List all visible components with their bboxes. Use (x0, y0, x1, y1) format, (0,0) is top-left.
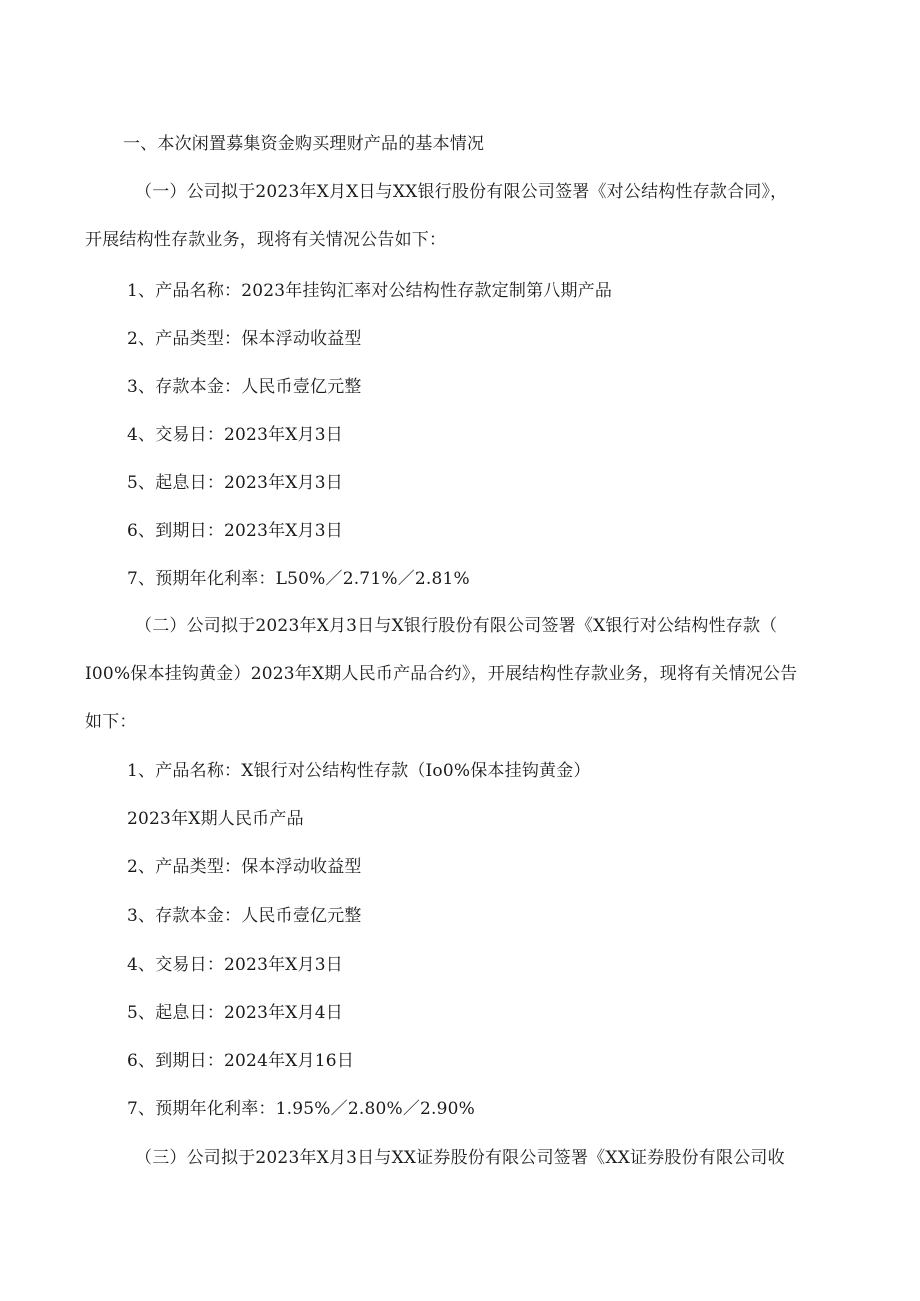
p2-item-maturity-date: 6、到期日：2024年X月16日 (127, 1051, 355, 1071)
paragraph-1-line-2: 开展结构性存款业务，现将有关情况公告如下： (85, 230, 447, 250)
paragraph-2-line-3: 如下： (85, 712, 137, 732)
paragraph-2-line-1: （二）公司拟于2023年X月3日与X银行股份有限公司签署《X银行对公结构性存款（ (135, 616, 778, 636)
section-heading: 一、本次闲置募集资金购买理财产品的基本情况 (123, 134, 485, 154)
p2-item-product-name-cont: 2023年X期人民币产品 (127, 809, 304, 829)
p1-item-expected-rate: 7、预期年化利率：L50%／2.71%／2.81% (127, 569, 470, 589)
paragraph-1-line-1: （一）公司拟于2023年X月X日与XX银行股份有限公司签署《对公结构性存款合同》， (135, 182, 788, 202)
paragraph-3-line-1: （三）公司拟于2023年X月3日与XX证券股份有限公司签署《XX证券股份有限公司收 (135, 1148, 785, 1168)
p2-item-product-name: 1、产品名称：X银行对公结构性存款（Io0%保本挂钩黄金） (127, 761, 591, 781)
p2-item-trade-date: 4、交易日：2023年X月3日 (127, 955, 343, 975)
p1-item-product-type: 2、产品类型：保本浮动收益型 (127, 329, 362, 349)
p2-item-principal: 3、存款本金：人民币壹亿元整 (127, 906, 362, 926)
paragraph-2-line-2: I00%保本挂钩黄金）2023年X期人民币产品合约》，开展结构性存款业务，现将有关情况公告 (85, 664, 798, 684)
p2-item-product-type: 2、产品类型：保本浮动收益型 (127, 857, 362, 877)
p1-item-trade-date: 4、交易日：2023年X月3日 (127, 425, 343, 445)
p1-item-value-date: 5、起息日：2023年X月3日 (127, 473, 343, 493)
p1-item-maturity-date: 6、到期日：2023年X月3日 (127, 521, 343, 541)
p1-item-product-name: 1、产品名称：2023年挂钩汇率对公结构性存款定制第八期产品 (127, 281, 613, 301)
p1-item-principal: 3、存款本金：人民币壹亿元整 (127, 377, 362, 397)
p2-item-expected-rate: 7、预期年化利率：1.95%／2.80%／2.90% (127, 1099, 476, 1119)
p2-item-value-date: 5、起息日：2023年X月4日 (127, 1003, 343, 1023)
